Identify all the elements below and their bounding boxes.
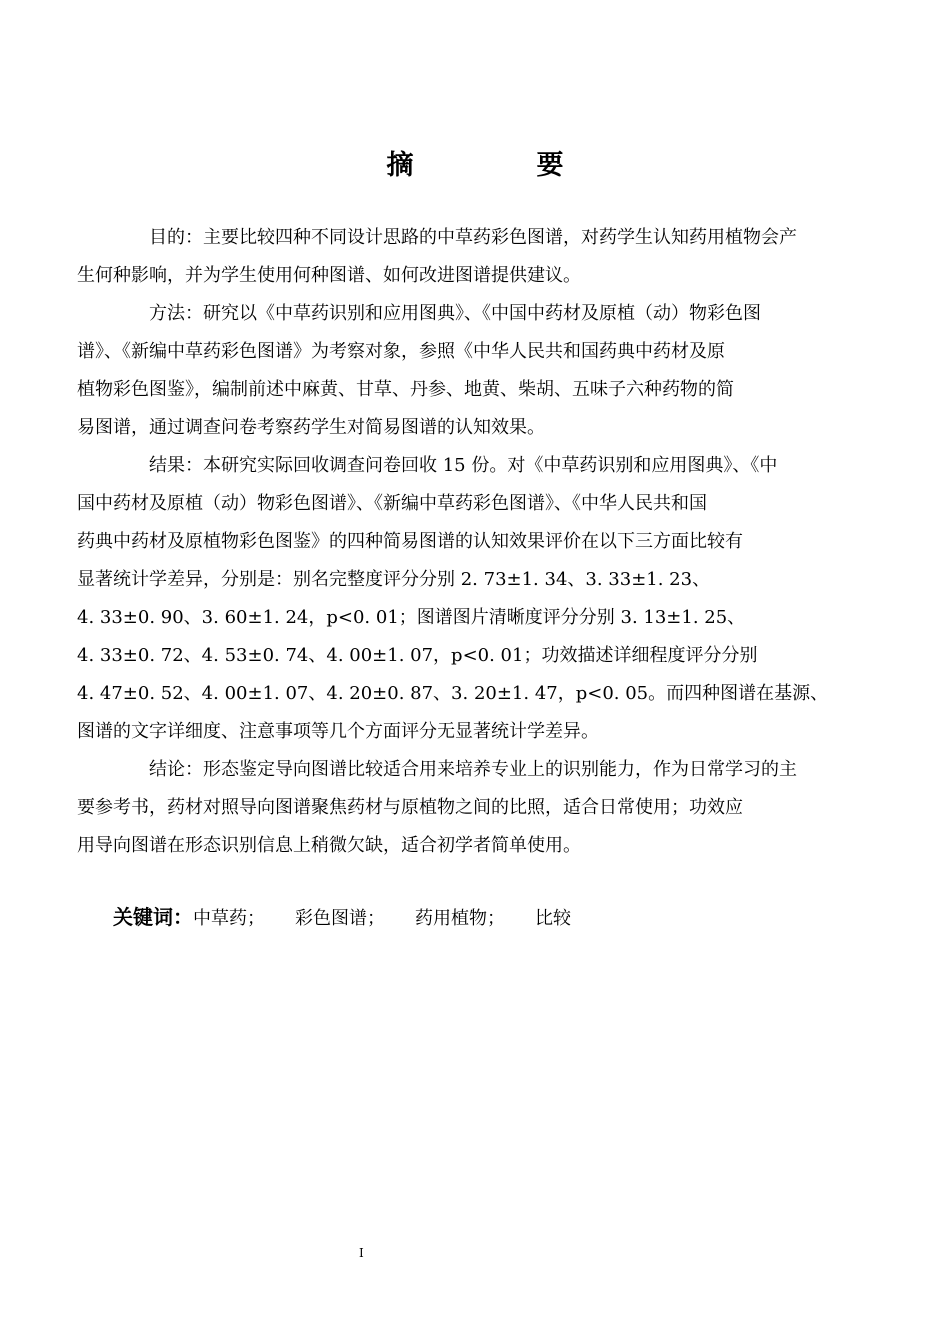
keyword-item: 药用植物； [415,908,505,929]
text-line: 方法：研究以《中草药识别和应用图典》、《中国中药材及原植（动）物彩色图 [149,303,761,324]
text-line: 4. 33±0. 72、4. 53±0. 74、4. 00±1. 07，p<0. 01；功效描述详细程度评分分别 [77,645,758,666]
text-line: 结果：本研究实际回收调查问卷回收 15 份。对《中草药识别和应用图典》、《中 [149,455,778,476]
keyword-item: 彩色图谱； [295,908,385,929]
text-line: 结论：形态鉴定导向图谱比较适合用来培养专业上的识别能力，作为日常学习的主 [149,759,797,780]
keywords-label: 关键词： [113,905,193,929]
text-line: 生何种影响，并为学生使用何种图谱、如何改进图谱提供建议。 [77,265,581,286]
text-line: 显著统计学差异，分别是：别名完整度评分分别 2. 73±1. 34、3. 33±1. 23、 [77,569,711,590]
page-number: I [359,1246,364,1260]
paragraph-result [77,447,839,751]
text-line: 国中药材及原植（动）物彩色图谱》、《新编中草药彩色图谱》、《中华人民共和国 [77,493,707,514]
keyword-item: 中草药； [193,908,265,929]
text-line: 4. 33±0. 90、3. 60±1. 24，p<0. 01；图谱图片清晰度评分分别 3. 13±1. 25、 [77,607,746,628]
text-line: 用导向图谱在形态识别信息上稍微欠缺，适合初学者简单使用。 [77,835,581,856]
text-line: 药典中药材及原植物彩色图鉴》的四种简易图谱的认知效果评价在以下三方面比较有 [77,531,743,552]
text-line: 要参考书，药材对照导向图谱聚焦药材与原植物之间的比照，适合日常使用；功效应 [77,797,743,818]
paragraph-method [77,295,839,447]
text-line: 4. 47±0. 52、4. 00±1. 07、4. 20±0. 87、3. 20±1. 47，p<0. 05。而四种图谱在基源、 [77,683,829,704]
keywords-line [113,898,601,938]
text-line: 谱》、《新编中草药彩色图谱》为考察对象，参照《中华人民共和国药典中药材及原 [77,341,725,362]
keyword-item: 比较 [535,908,571,929]
text-line: 植物彩色图鉴》，编制前述中麻黄、甘草、丹参、地黄、柴胡、五味子六种药物的简 [77,379,734,400]
paragraph-conclusion [77,751,839,865]
text-line: 易图谱，通过调查问卷考察药学生对简易图谱的认知效果。 [77,417,545,438]
abstract-body [77,219,839,865]
text-line: 图谱的文字详细度、注意事项等几个方面评分无显著统计学差异。 [77,721,599,742]
paragraph-purpose [77,219,839,295]
abstract-title: 摘 要 [386,150,612,181]
text-line: 目的：主要比较四种不同设计思路的中草药彩色图谱，对药学生认知药用植物会产 [149,227,797,248]
